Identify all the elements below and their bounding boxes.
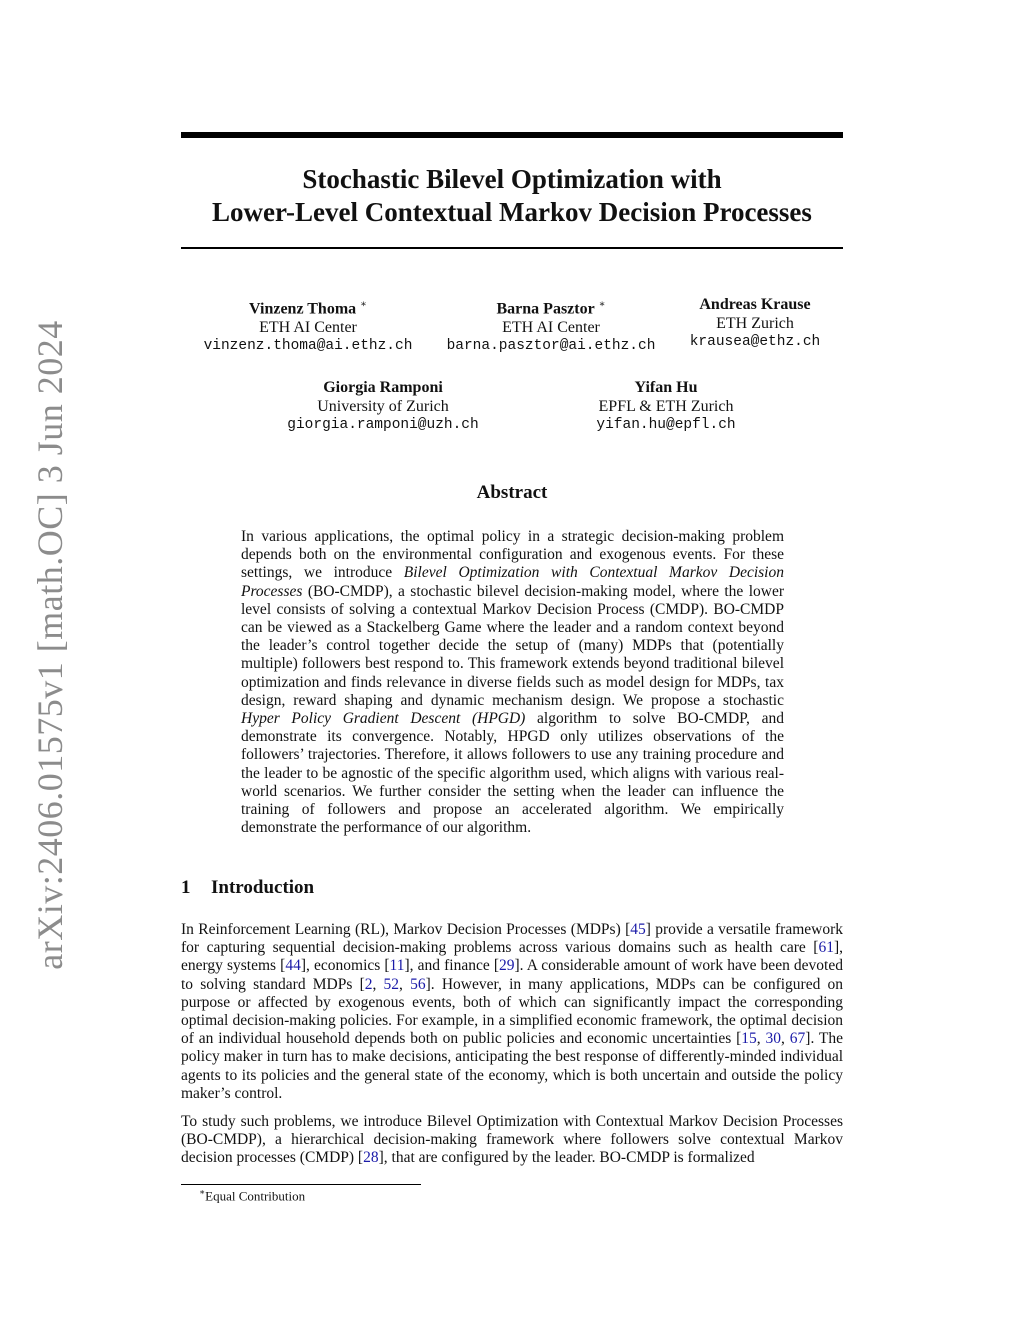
citation-link[interactable]: 28: [363, 1149, 379, 1167]
citation-link[interactable]: 67: [789, 1030, 806, 1048]
citation-link[interactable]: 52: [383, 975, 400, 993]
text: ,: [399, 975, 411, 993]
citation-link[interactable]: 44: [285, 957, 301, 975]
citation-link[interactable]: 11: [389, 957, 405, 975]
author-block: [204, 296, 413, 356]
footnote: [199, 1187, 305, 1204]
abstract-italic-term: Bilevel Optimization with Contextual Markov Decision Processes: [241, 564, 784, 600]
citation-link[interactable]: 30: [765, 1030, 782, 1048]
footnote-rule: [181, 1184, 421, 1185]
text: ], and finance [: [404, 957, 499, 975]
footnote-mark: ∗: [199, 1187, 206, 1197]
author-name: Vinzenz Thoma: [249, 300, 357, 318]
author-name: Giorgia Ramponi: [323, 379, 443, 396]
author-name: Yifan Hu: [634, 379, 698, 396]
section-number: 1: [181, 877, 191, 898]
citation-link[interactable]: 29: [498, 957, 515, 975]
intro-paragraph-2: [181, 1113, 843, 1168]
section-title: Introduction: [211, 877, 315, 898]
citation-link[interactable]: 2: [364, 975, 373, 993]
author-email[interactable]: yifan.hu@epfl.ch: [596, 417, 736, 433]
citation-link[interactable]: 45: [630, 921, 646, 938]
author-affiliation: ETH Zurich: [716, 314, 794, 332]
abstract-text: algorithm to solve BO-CMDP, and demonstrate its convergence. Notably, HPGD only utilizes observations of the followers’ trajectories. Therefore, it allows followers to use any training procedure and the leader to be agnostic of the specific algorithm used, which aligns with various real-world scenarios. We further consider the setting when the leader can influence the training of followers and propose an accelerated algorithm. We empirically demonstrate the performance of our algorithm.: [241, 710, 784, 837]
text: ,: [781, 1030, 790, 1048]
author-affiliation: ETH AI Center: [259, 318, 357, 336]
arxiv-stamp: arXiv:2406.01575v1 [math.OC] 3 Jun 2024: [30, 320, 70, 970]
equal-contribution-mark: ∗: [598, 299, 606, 310]
text: ]. However, in many applications, MDPs can be configured on purpose or affected by exogenous events, both of which can significantly impact the corresponding optimal decision-making policies. For example, in a simplified economic framework, the optimal decision of an individual household depends both on public policies and economic uncertainties [: [181, 975, 844, 1048]
author-block: [596, 379, 735, 435]
author-name: Barna Pasztor: [496, 300, 595, 318]
section-heading: [181, 877, 314, 899]
abstract-italic-term: Hyper Policy Gradient Descent (HPGD): [241, 710, 526, 728]
text: ,: [756, 1030, 766, 1048]
author-affiliation: EPFL & ETH Zurich: [598, 397, 734, 415]
title-line-1: Stochastic Bilevel Optimization with: [302, 164, 722, 194]
author-block: [447, 296, 656, 356]
intro-paragraph-1: [181, 921, 843, 1103]
author-block: [690, 296, 821, 352]
author-email[interactable]: barna.pasztor@ai.ethz.ch: [446, 338, 656, 355]
footnote-text: Equal Contribution: [205, 1188, 306, 1204]
abstract-heading: Abstract: [476, 482, 548, 503]
title-rule-top: [181, 132, 843, 138]
author-email[interactable]: giorgia.ramponi@uzh.ch: [287, 417, 479, 433]
text: ]. A considerable amount of work have been devoted to solving standard MDPs [: [181, 957, 843, 993]
author-name: Andreas Krause: [699, 296, 811, 313]
text: ], economics [: [300, 957, 390, 975]
author-block: [287, 379, 478, 435]
citation-link[interactable]: 61: [818, 939, 834, 957]
citation-link[interactable]: 15: [741, 1030, 757, 1048]
text: To study such problems, we introduce Bilevel Optimization with Contextual Markov Decision Processes (BO-CMDP), a hierarchical decision-making framework where followers solve contextual Markov decision processes (CMDP) [: [181, 1113, 843, 1167]
author-email[interactable]: vinzenz.thoma@ai.ethz.ch: [203, 338, 413, 355]
abstract-text: (BO-CMDP), a stochastic bilevel decision-making model, where the lower level consists of solving a contextual Markov Decision Process (CMDP). BO-CMDP can be viewed as a Stackelberg Game where the leader and a random context beyond the leader’s control together decide the setup of (many) MDPs that (potentially multiple) followers best respond to. This framework extends beyond traditional bilevel optimization and finds relevance in diverse fields such as model design for MDPs, tax design, reward shaping and dynamic mechanism design. We propose a stochastic: [241, 582, 784, 709]
title-rule-bottom: [181, 247, 843, 249]
equal-contribution-mark: ∗: [360, 299, 367, 310]
text: ,: [372, 975, 384, 993]
author-email[interactable]: krausea@ethz.ch: [689, 334, 821, 350]
text: ], that are configured by the leader. BO-CMDP is formalized: [378, 1149, 755, 1167]
abstract-body: [241, 528, 784, 837]
title-line-2: Lower-Level Contextual Markov Decision Processes: [212, 197, 812, 227]
abstract-text: In various applications, the optimal policy in a strategic decision-making problem depends both on the environmental configuration and exogenous events. For these settings, we introduce: [241, 528, 784, 582]
citation-link[interactable]: 56: [410, 975, 426, 993]
paper-title: [181, 163, 843, 229]
text: ]. The policy maker in turn has to make decisions, anticipating the best response of differently-minded individual agents to its policies and the general state of the economy, which is both uncertain and outside the policy maker’s control.: [181, 1030, 844, 1102]
author-affiliation: ETH AI Center: [502, 318, 600, 336]
text: ] provide a versatile framework for capturing sequential decision-making problems across various domains such as health care [: [181, 921, 843, 957]
author-affiliation: University of Zurich: [317, 397, 449, 415]
text: In Reinforcement Learning (RL), Markov Decision Processes (MDPs) [: [181, 921, 631, 938]
text: ], energy systems [: [181, 939, 843, 975]
